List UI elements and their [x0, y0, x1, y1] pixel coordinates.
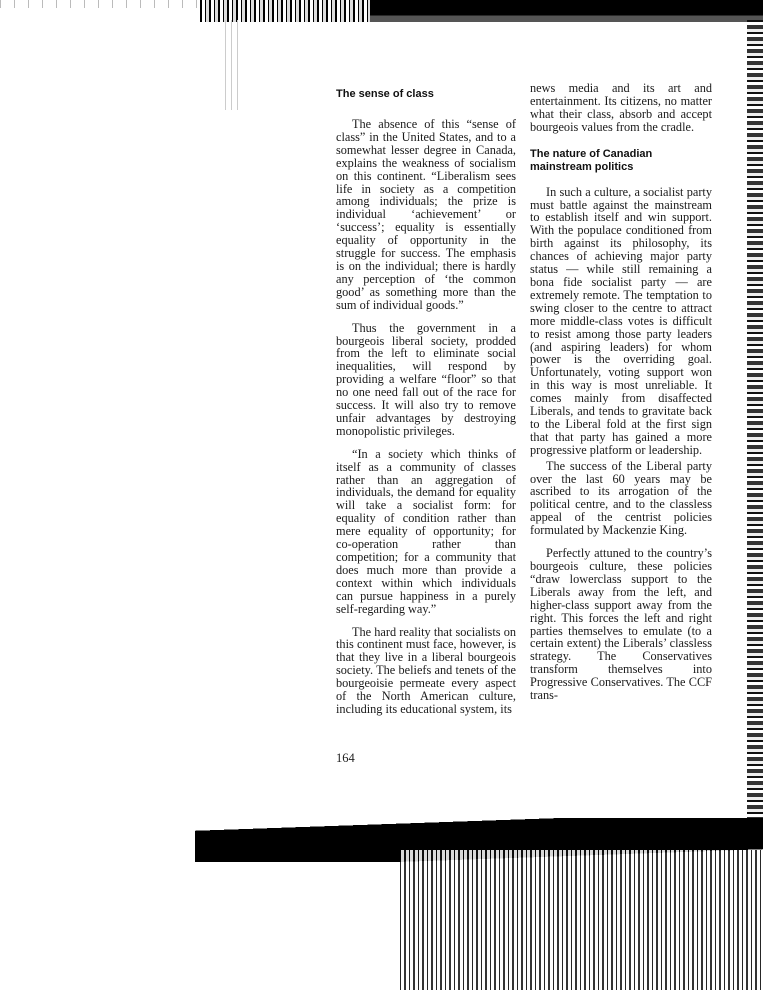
- paragraph: The success of the Liberal party over the last 60 years may be ascribed to its arrogation of the political centre, and to the classless appeal of the centrist policies formulated by Mackenzie King.: [530, 458, 712, 538]
- scan-stripes-bottom: [400, 850, 763, 990]
- scan-stripes-top: [200, 0, 370, 22]
- paragraph: Perfectly attuned to the country’s bourgeois culture, these policies “draw lowerclass support to the Liberals away from the left, and higher-class support away from the right. This forces the left and right parties themselves to emulate (to a certain extent) the Liberals’ classless strategy. The Conservatives transform themselves into Progressive Conservatives. The CCF trans-: [530, 546, 712, 703]
- paragraph: In such a culture, a socialist party must battle against the mainstream to establish itself and win support. With the populace conditioned from birth against its philosophy, its chances of achieving major party status — while still remaining a bona fide socialist party — are extremely remote. The temptation to swing closer to the centre to attract more middle-class votes is difficult to resist among those party leaders (and aspiring leaders) for whom power is the overriding goal. Unfortunately, voting support won in this way is most unreliable. It comes mainly from disaffected Liberals, and tends to gravitate back to the Liberal fold at the first sign that that party has gained a more progressive platform or leadership.: [530, 184, 712, 457]
- page-number: 164: [336, 751, 355, 765]
- left-column: [336, 88, 516, 716]
- paragraph: “In a society which thinks of itself as a community of classes rather than an aggregation of individuals, the demand for equality will take a socialist form: for equality of condition rather than mere equality of opportunity; for co-operation rather than competition; for a community that does much more than provide a context within which individuals can pursue happiness in a purely self-regarding way.”: [336, 446, 516, 616]
- section-heading-sense-of-class: The sense of class: [336, 88, 434, 100]
- paragraph: The hard reality that socialists on this continent must face, however, is that they live in a liberal bourgeois society. The beliefs and tenets of the bourgeoisie permeate every aspect of the North American culture, including its educational system, its: [336, 624, 516, 716]
- right-column: [530, 82, 712, 702]
- paragraph: Thus the government in a bourgeois liberal society, prodded from the left to eliminate social inequalities, will respond by providing a welfare “floor” so that no one need fall out of the race for success. It will also try to remove unfair advantages by destroying monopolistic privileges.: [336, 320, 516, 438]
- scan-edge-right: [747, 20, 763, 840]
- section-heading-canadian-politics: The nature of Canadian mainstream politics: [530, 147, 653, 173]
- scan-marks-left: [225, 20, 239, 110]
- paragraph-continuation: news media and its art and entertainment. Its citizens, no matter what their class, absorb and accept bourgeois values from the cradle.: [530, 81, 712, 134]
- paragraph: The absence of this “sense of class” in the United States, and to a somewhat lesser degree in Canada, explains the weakness of socialism on this continent. “Liberalism sees life in society as a competition among individuals; the prize is individual ‘achievement’ or ‘success’; equality is essentially equality of opportunity in the struggle for success. The emphasis is on the individual; there is hardly any perception of ‘the common good’ as something more than the sum of individual goods.”: [336, 117, 516, 312]
- scan-edge-top-left: [0, 0, 200, 8]
